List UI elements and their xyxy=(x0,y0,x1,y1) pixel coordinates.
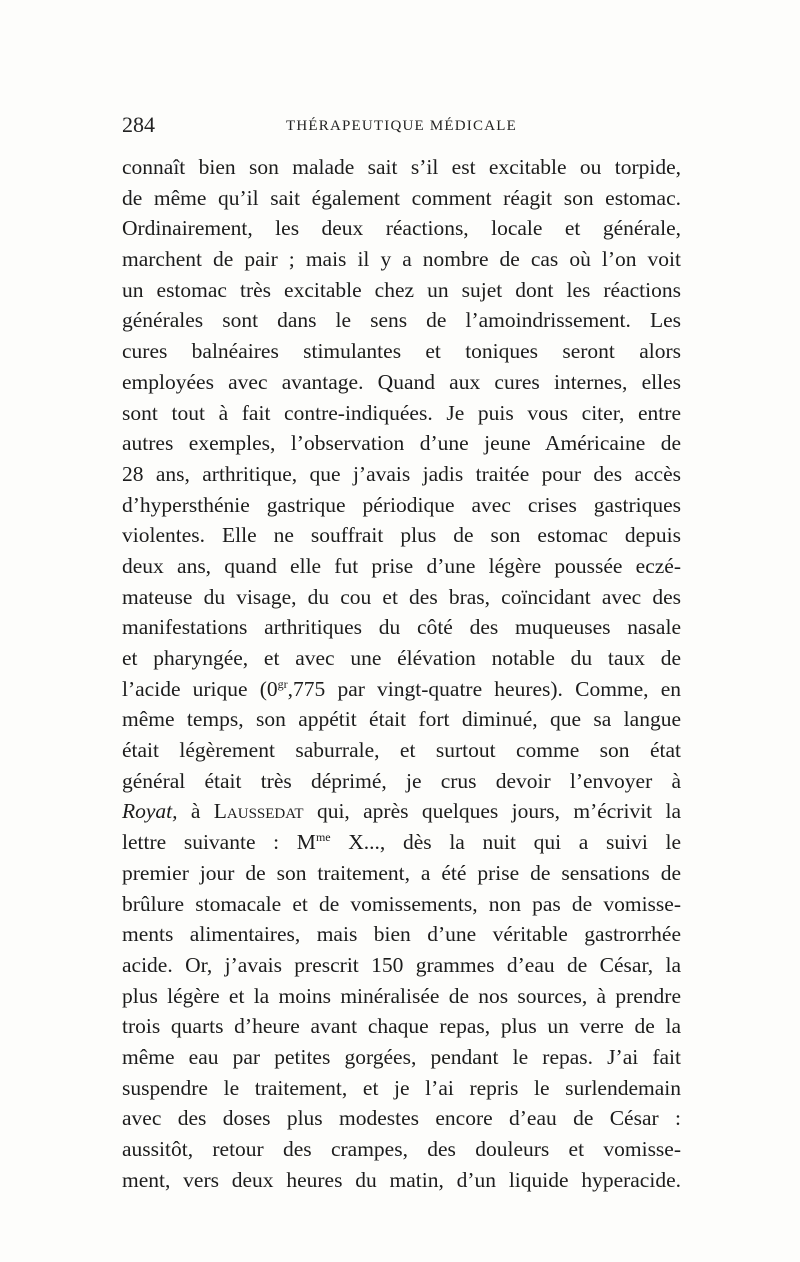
superscript: gr xyxy=(277,676,288,691)
text-line: autres exemples, l’observation d’une jeune Américaine de xyxy=(122,431,681,456)
text-segment: X..., dès la nuit qui a suivi le xyxy=(330,830,682,855)
body-text xyxy=(122,152,681,1195)
text-line: même temps, son appétit était fort diminué, que sa langue xyxy=(122,707,681,732)
text-line: et pharyngée, et avec une élévation notable du taux de xyxy=(122,646,681,670)
text-line: manifestations arthritiques du côté des muqueuses nasale xyxy=(122,615,681,640)
text-line: était légèrement saburrale, et surtout comme son état xyxy=(122,738,681,763)
text-segment: qui, après quelques jours, m’écrivit la xyxy=(303,799,682,824)
smallcaps-author-name: Laussedat xyxy=(213,799,304,824)
text-line: employées avec avantage. Quand aux cures internes, elles xyxy=(122,369,681,394)
text-line: d’hypersthénie gastrique périodique avec crises gastriques xyxy=(122,492,681,517)
text-line: suspendre le traitement, et je l’ai repris le surlendemain xyxy=(122,1075,681,1100)
text-line: sont tout à fait contre-indiquées. Je puis vous citer, entre xyxy=(122,400,681,425)
text-segment: lettre suivante : M xyxy=(122,830,316,855)
text-segment: ,775 par vingt-quatre heures). Comme, en xyxy=(287,676,682,701)
text-line: avec des doses plus modestes encore d’eau de César : xyxy=(122,1106,681,1131)
text-line: mateuse du visage, du cou et des bras, coïncidant avec des xyxy=(122,584,681,609)
text-line: brûlure stomacale et de vomissements, non pas de vomisse- xyxy=(122,891,681,916)
text-segment: à xyxy=(177,799,214,824)
text-line: trois quarts d’heure avant chaque repas, plus un verre de la xyxy=(122,1014,681,1039)
text-line: un estomac très excitable chez un sujet dont les réactions xyxy=(122,277,681,302)
text-line: 28 ans, arthritique, que j’avais jadis traitée pour des accès xyxy=(122,461,681,486)
text-line: cures balnéaires stimulantes et toniques seront alors xyxy=(122,339,681,364)
text-line: acide. Or, j’avais prescrit 150 grammes d’eau de César, la xyxy=(122,952,681,977)
text-line xyxy=(122,827,681,858)
text-segment: l’acide urique (0 xyxy=(122,676,278,701)
text-line: même eau par petites gorgées, pendant le repas. J’ai fait xyxy=(122,1044,681,1069)
running-head: THÉRAPEUTIQUE MÉDICALE xyxy=(286,118,517,134)
text-line: de même qu’il sait également comment réagit son estomac. xyxy=(122,185,681,210)
text-line: premier jour de son traitement, a été prise de sensations de xyxy=(122,860,681,885)
text-line: ment, vers deux heures du matin, d’un liquide hyperacide. xyxy=(122,1167,681,1192)
page-number: 284 xyxy=(122,112,155,137)
text-line: marchent de pair ; mais il y a nombre de cas où l’on voit xyxy=(122,247,681,272)
text-line xyxy=(122,674,681,705)
text-line: aussitôt, retour des crampes, des douleurs et vomisse- xyxy=(122,1137,681,1161)
text-line xyxy=(122,796,681,827)
page-header xyxy=(122,112,682,142)
text-line: Ordinairement, les deux réactions, locale et générale, xyxy=(122,216,681,241)
text-line: générales sont dans le sens de l’amoindrissement. Les xyxy=(122,308,681,333)
superscript: me xyxy=(315,830,331,845)
text-line: général était très déprimé, je crus devoir l’envoyer à xyxy=(122,768,681,793)
text-line: plus légère et la moins minéralisée de nos sources, à prendre xyxy=(122,983,681,1008)
text-line: deux ans, quand elle fut prise d’une légère poussée eczé- xyxy=(122,553,681,578)
text-line: ments alimentaires, mais bien d’une véritable gastrorrhée xyxy=(122,922,681,947)
text-line: violentes. Elle ne souffrait plus de son estomac depuis xyxy=(122,523,681,548)
italic-place-name: Royat, xyxy=(122,799,178,824)
text-line: connaît bien son malade sait s’il est excitable ou torpide, xyxy=(122,155,681,179)
